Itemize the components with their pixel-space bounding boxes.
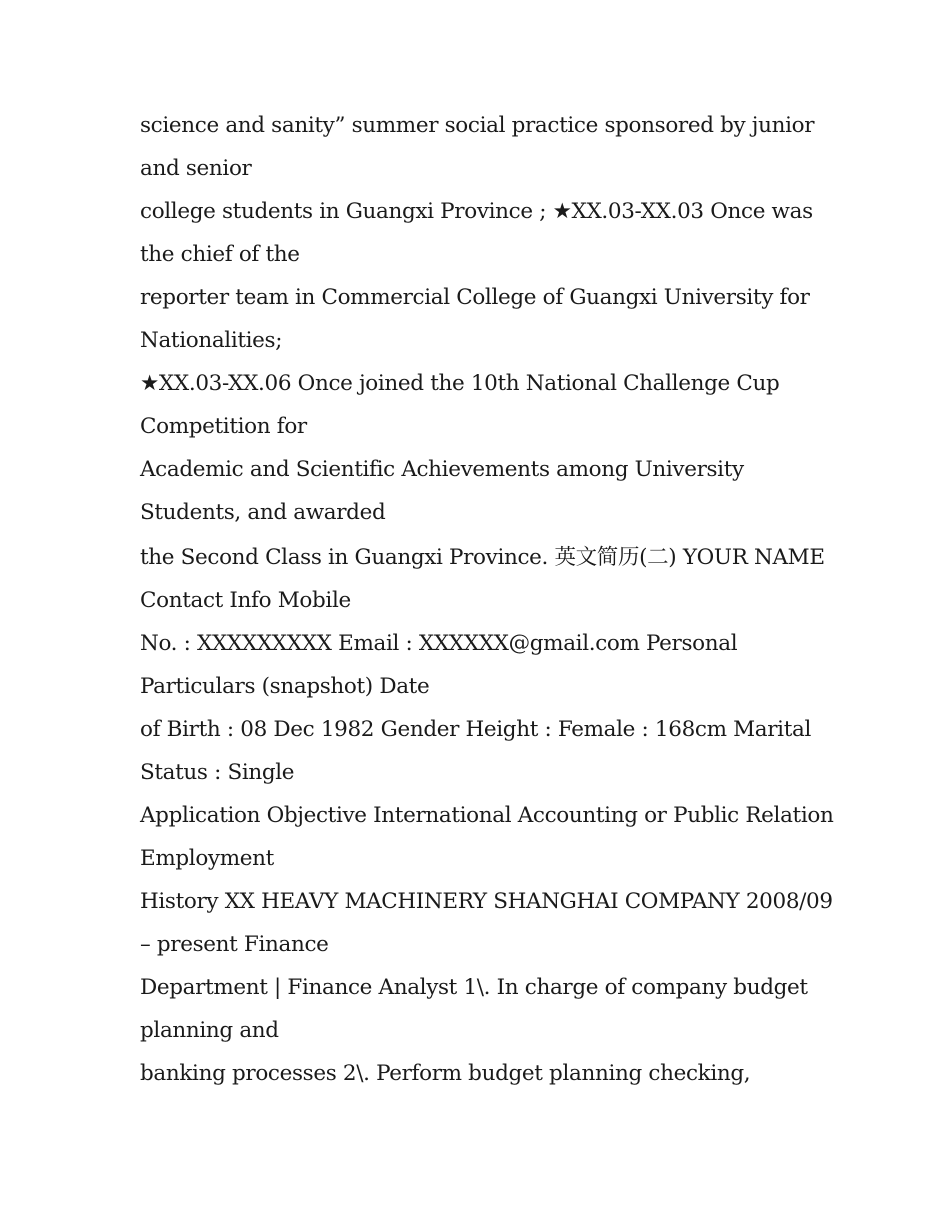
text-line: reporter team in Commercial College of Guangxi University for (140, 285, 810, 310)
text-line: and senior (140, 156, 252, 181)
text-line: Competition for (140, 414, 307, 439)
text-line: of Birth : 08 Dec 1982 Gender Height : Female : 168cm Marital (140, 717, 811, 742)
text-line: Academic and Scientific Achievements among University (140, 457, 744, 482)
text-line: college students in Guangxi Province ; ★XX.03-XX.03 Once was (140, 199, 813, 224)
text-line: banking processes 2\. Perform budget planning checking, (140, 1061, 751, 1086)
text-line: ★XX.03-XX.06 Once joined the 10th National Challenge Cup (140, 371, 780, 396)
document-body (140, 104, 834, 1095)
text-line: planning and (140, 1018, 279, 1043)
text-line: Students, and awarded (140, 500, 386, 525)
text-line: Employment (140, 846, 274, 871)
text-line: Department | Finance Analyst 1\. In charge of company budget (140, 975, 808, 1000)
text-line: History XX HEAVY MACHINERY SHANGHAI COMPANY 2008/09 (140, 889, 833, 914)
paragraph-activity (140, 104, 830, 534)
text-line: – present Finance (140, 932, 329, 957)
text-line: Status : Single (140, 760, 295, 785)
text-line: the chief of the (140, 242, 300, 267)
text-line: Application Objective International Accounting or Public Relation (140, 803, 834, 828)
text-line: Nationalities; (140, 328, 283, 353)
text-line: science and sanity” summer social practice sponsored by junior (140, 113, 815, 138)
text-line: No. : XXXXXXXXX Email : XXXXXX@gmail.com Personal (140, 631, 738, 656)
text-line: Particulars (snapshot) Date (140, 674, 430, 699)
text-line: the Second Class in Guangxi Province. 英文简历(二) YOUR NAME (140, 545, 825, 570)
text-line: Contact Info Mobile (140, 588, 351, 613)
paragraph-resume (140, 536, 834, 1095)
